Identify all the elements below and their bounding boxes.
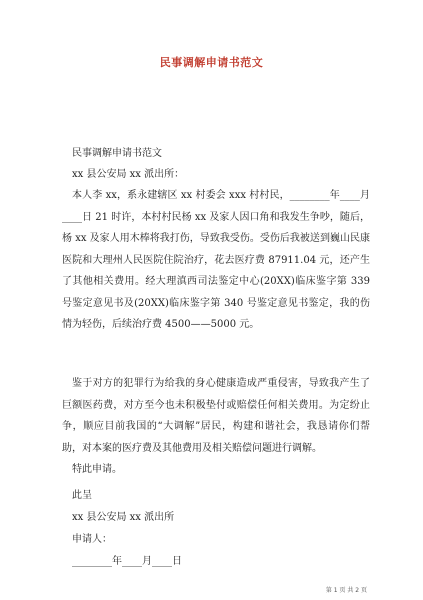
paragraph-request: 鉴于对方的犯罪行为给我的身心健康造成严重侵害，导致我产生了巨额医药费，对方至今也未积极垫付或赔偿任何相关费用。为定纷止争，顺应目前我国的“大调解”居民，构建和谐社会，我恳请你们帮助，对本案的医疗费及其他费用及相关赔偿问题进行调解。 <box>62 378 370 454</box>
closing-line: 特此申请。 <box>72 464 122 475</box>
date-line: ________年____月____日 <box>72 556 182 567</box>
applicant-label: 申请人： <box>72 534 112 545</box>
salutation-line: 此呈 <box>72 490 92 501</box>
page-number: 第 1 页 共 2 页 <box>325 587 367 594</box>
recipient-line: xx 县公安局 xx 派出所： <box>72 169 185 180</box>
document-title: 民事调解申请书范文 <box>159 56 264 69</box>
addressee-line: xx 县公安局 xx 派出所 <box>72 512 175 523</box>
paragraph-incident: 本人李 xx，系永建辖区 xx 村委会 xxx 村村民，________年____月____日 21 时许，本村村民杨 xx 及家人因口角和我发生争吵，随后，杨 xx 及家人用木棒将我打伤，导致我受伤。受伤后我被送到巍山民康医院和大理州人民医院住院治疗，花去医疗费 87911.04 元，还产生了其他相关费用。经大理滇西司法鉴定中心(20XX)临床鉴字第 339 号鉴定意见书及(20XX)临床鉴字第 340 号鉴定意见书鉴定，我的伤情为轻伤，后续治疗费 4500——5000 元。 <box>62 190 370 330</box>
document-subtitle: 民事调解申请书范文 <box>72 148 162 159</box>
